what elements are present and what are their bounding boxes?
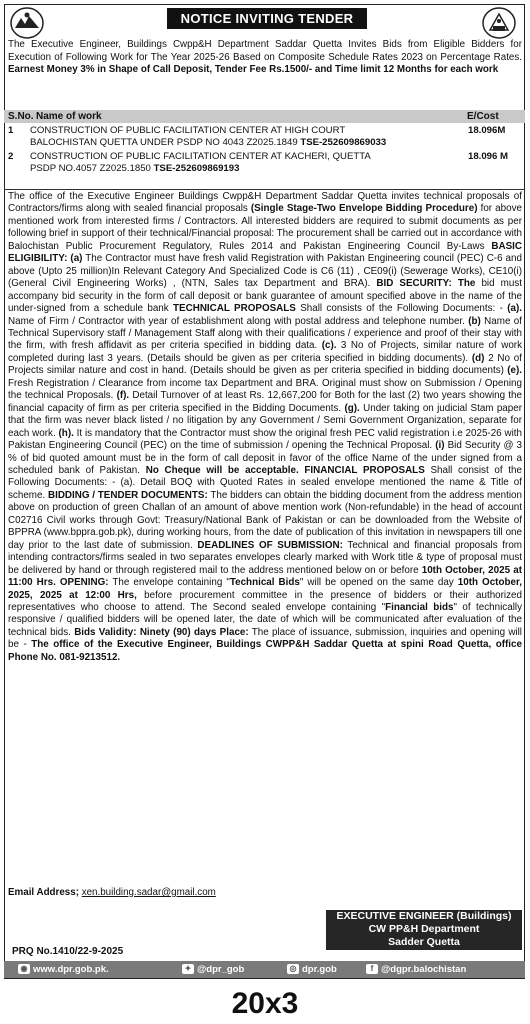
twitter-icon: ✦	[182, 964, 194, 974]
email-label: Email Address;	[8, 887, 79, 898]
cost-header: E/Cost	[467, 111, 499, 122]
name-of-work-header: Name of work	[36, 111, 102, 122]
works-table-header	[4, 110, 525, 123]
instagram-icon: ◎	[287, 964, 299, 974]
footer-instagram[interactable]: ◎ dpr.gob	[287, 961, 337, 978]
footer-website[interactable]: ◉ www.dpr.gob.pk.	[18, 961, 109, 978]
footer-twitter[interactable]: ✦ @dpr_gob	[182, 961, 244, 978]
signature-department: CW PP&H Department	[368, 923, 480, 935]
facebook-icon: f	[366, 964, 378, 974]
notice-title: NOTICE INVITING TENDER	[167, 8, 367, 29]
government-logo	[9, 6, 45, 40]
intro-paragraph: The Executive Engineer, Buildings Cwpp&H Department Saddar Quetta Invites Bids from Eligible Bidders for Execution of Following Work for The Year 2025-26 Based on Composite Schedule Rates 2023 on Percentage Rates. Earnest Money 3% in Shape of Call Deposit, Tender Fee Rs.1500/- and Time limit 12 Months for each work	[8, 39, 522, 75]
tender-body-text: The office of the Executive Engineer Buildings Cwpp&H Department Saddar Quetta invites technical proposals of Contractors/firms along with sealed financial proposals (Single Stage-Two Envelope Bidding Procedure) for above mentioned work from interested firms / Contractors. All interested bidders are required to submit documents as per following brief in support of their technical/Financial proposal: The procurement shall be carried out in accordance with Balochistan Public Procurement Regulatory, Rules 2014 and Pakistan Engineering Council By-Laws BASIC ELIGIBILITY: (a) The Contractor must have fresh valid Registration with Pakistan Engineering council (PEC) C-6 and above (Upto 25 million)In Relevant Category And Specialized Code is C6 (11) , CE09(i) (Sewerage Works), CE10(i) (General Civil Engineering Works) , (NTN, Sales tax Department and BRA). BID SECURITY: The bid must accompany bid security in the form of call deposit or bank guarantee of amount specified above in the name of the under-signed from a schedule bank TECHNICAL PROPOSALS Shall consists of the Following Documents: - (a). Name of Firm / Contractor with year of establishment along with postal address and telephone number. (b) Name of Technical Supervisory staff / Management Staff along with their qualifications / experience and proof of their stay with the firm, with fresh affidavit as per criteria specified in bidding data. (c). 3 No of Projects, similar nature of work completed during last 3 years. (Details should be given as per criteria specified in bidding documents). (d) 2 No of Projects similar nature and cost in hand. (Details should be given as per criteria specified in bidding documents) (e). Fresh Registration / Clearance from income tax Department and BRA. Original must show on Submission / Opening the technical Proposals. (f). Detail Turnover of at least Rs. 12,667,200 for Both for the last (2) two years showing the financial capacity of firm as per criteria specified in the Bidding Documents. (g). Under taking on judicial Stam paper that the firm was never black listed / no litigation by any Government / Semi Government Organization, separate for each work. (h). It is mandatory that the Contractor must show the original fresh PEC valid registration i.e 2025-26 with Pakistan Engineering Council (PEC) on the time of submission / opening the Technical Proposal. (i) Bid Security @ 3 % of bid quoted amount must be in the form of call deposit in favor of the office Name of the under signed from a scheduled bank of Pakistan. No Cheque will be acceptable. FINANCIAL PROPOSALS Shall consist of the Following Documents: - (a). Detail BOQ with Quoted Rates in sealed envelope mentioned the name & Title of scheme. BIDDING / TENDER DOCUMENTS: The bidders can obtain the bidding document from the address mention above on production of green Challan of an amount of above mention work (Non-refundable) in the head of account C02716 Civil works through Govt: Treasury/National Bank of Pakistan or can be downloaded from the Website of BPPRA (www.bppra.gob.pk), during working hours, from the date of publication of this invitation in newspapers till one day prior to the last date of submission. DEADLINES OF SUBMISSION: Technical and financial proposals from intending contractors/firms sealed in two separates envelopes clearly marked with Work title & type of proposal must be delivered by hand or through registered mail to the address mentioned below on or before 10th October, 2025 at 11:00 Hrs. OPENING: The envelope containing "Technical Bids" will be opened on the same day 10th October, 2025, 2025 at 12:00 Hrs, before procurement committee in the presence of bidders or their authorized representatives who choose to attend. The Second sealed envelope containing "Financial bids" of technically responsive / qualified bidders will be opened later, the date of which will be communicated after evaluation of the technical bids. Bids Validity: Ninety (90) days Place: The place of issuance, submission, inquiries and opening will be - The office of the Executive Engineer, Buildings CWPP&H Saddar Quetta at spini Road Quetta, office Phone No. 081-9213512.	[8, 191, 523, 663]
email-link[interactable]: xen.building.sadar@gmail.com	[81, 887, 216, 898]
email-line	[8, 887, 216, 898]
signature-location: Sadder Quetta	[388, 936, 460, 948]
ad-size-label: 20x3	[231, 987, 299, 1020]
signature-block	[326, 910, 522, 950]
sno-header: S.No.	[8, 111, 34, 122]
footer-bar	[4, 961, 525, 978]
footer-facebook[interactable]: f @dgpr.balochistan	[366, 961, 466, 978]
department-emblem	[481, 6, 517, 40]
prq-number: PRQ No.1410/22-9-2025	[12, 946, 124, 957]
globe-icon: ◉	[18, 964, 30, 974]
signature-title: EXECUTIVE ENGINEER (Buildings)	[336, 910, 512, 922]
divider	[4, 189, 525, 190]
